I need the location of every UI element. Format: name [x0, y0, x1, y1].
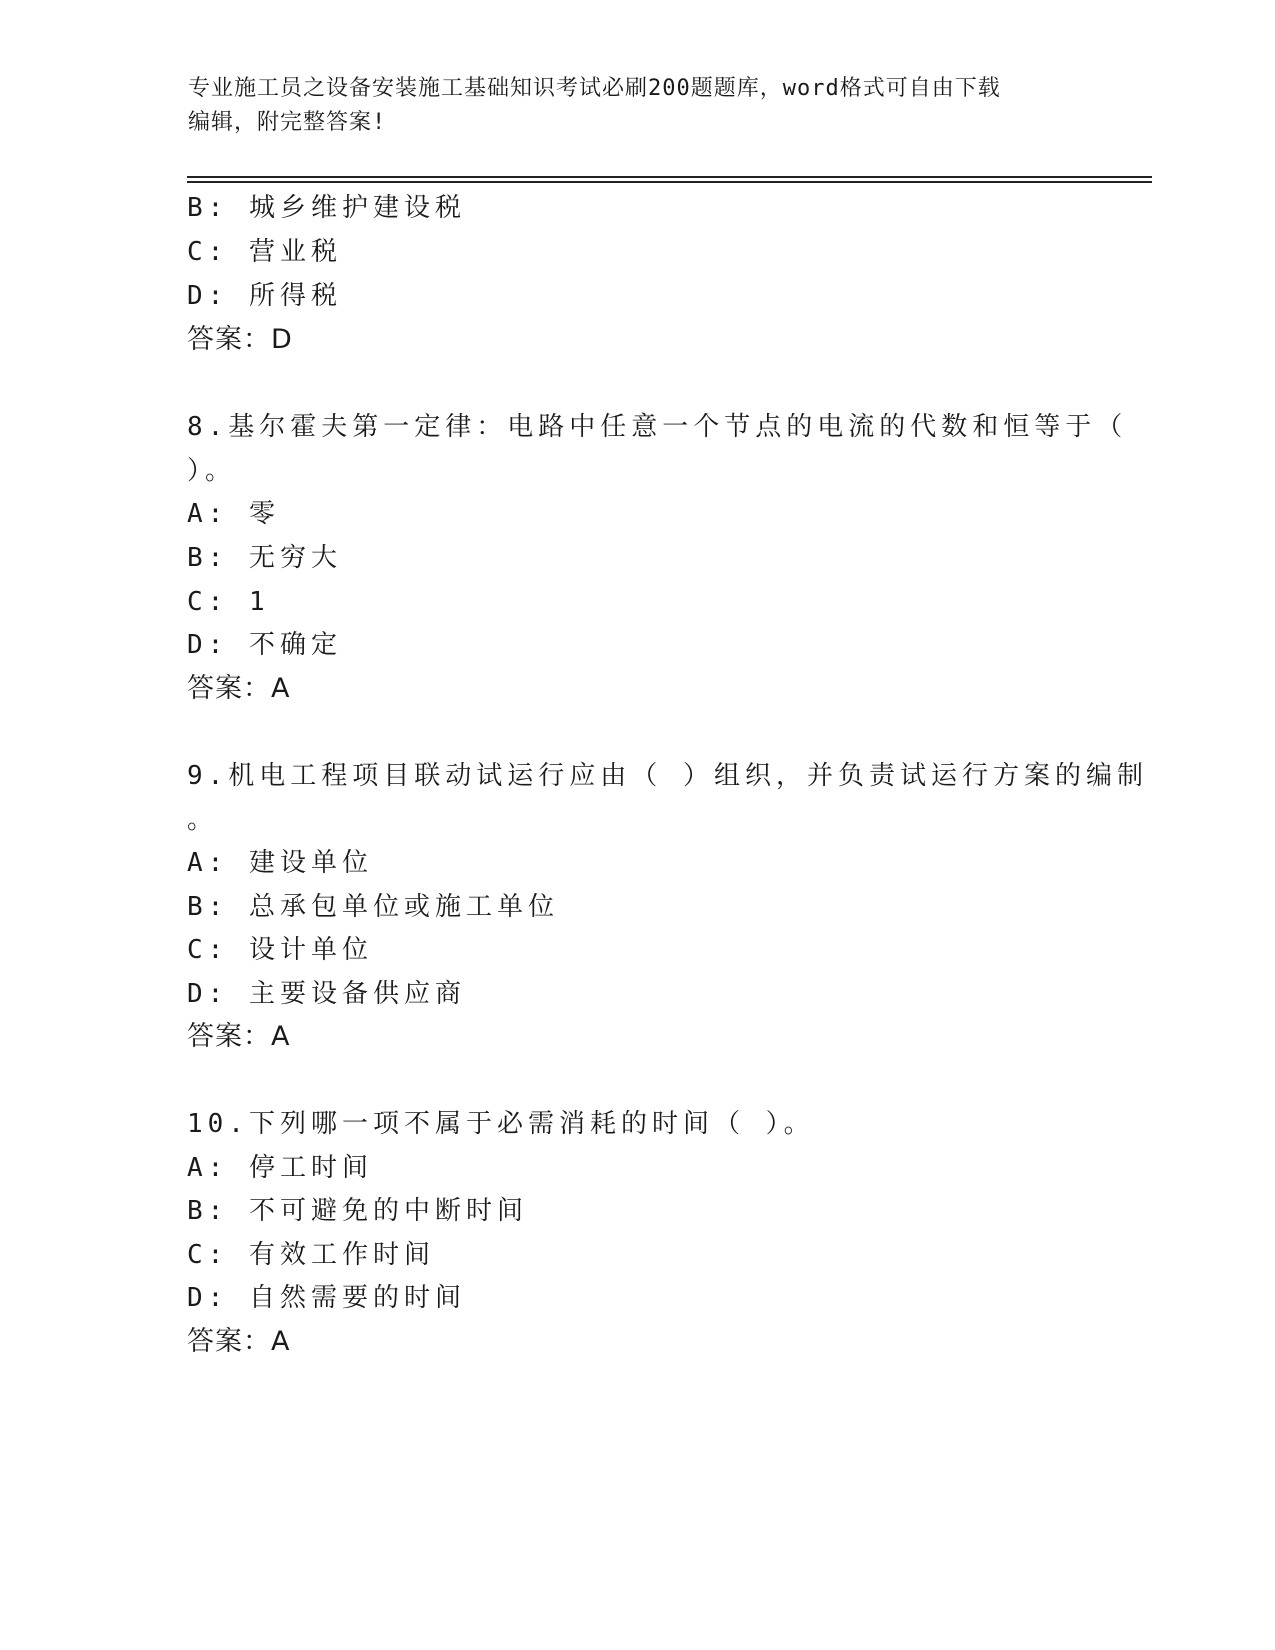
q8-option-b: B: 无穷大: [187, 543, 342, 573]
q10-option-d: D: 自然需要的时间: [187, 1283, 466, 1313]
q8-option-d: D: 不确定: [187, 630, 342, 660]
document-header: [188, 72, 1088, 140]
prev-answer: 答案：D: [187, 324, 293, 355]
prev-option-c: C: 营业税: [187, 237, 342, 267]
q9-stem-line-1: 9.机电工程项目联动试运行应由（ ）组织，并负责试运行方案的编制: [187, 761, 1148, 791]
q9-option-c: C: 设计单位: [187, 935, 373, 965]
q10-option-a: A: 停工时间: [187, 1153, 373, 1183]
q9-option-d: D: 主要设备供应商: [187, 979, 466, 1009]
q9-option-b: B: 总承包单位或施工单位: [187, 892, 559, 922]
header-divider-top: [187, 176, 1152, 178]
q10-option-b: B: 不可避免的中断时间: [187, 1196, 528, 1226]
q8-answer: 答案：A: [187, 673, 291, 704]
q9-option-a: A: 建设单位: [187, 848, 373, 878]
q8-stem-line-2: ）。: [187, 456, 237, 486]
q10-option-c: C: 有效工作时间: [187, 1240, 435, 1270]
header-divider-bottom: [187, 181, 1152, 183]
q9-stem-line-2: 。: [187, 805, 219, 835]
q8-stem-line-1: 8.基尔霍夫第一定律：电路中任意一个节点的电流的代数和恒等于（: [187, 412, 1128, 442]
prev-option-b: B: 城乡维护建设税: [187, 193, 466, 223]
header-line-1: 专业施工员之设备安装施工基础知识考试必刷200题题库，word格式可自由下载: [188, 76, 1001, 101]
q10-stem-line-1: 10.下列哪一项不属于必需消耗的时间（ ）。: [187, 1109, 815, 1139]
q10-answer: 答案：A: [187, 1326, 291, 1357]
q8-option-a: A: 零: [187, 499, 280, 529]
q9-answer: 答案：A: [187, 1021, 291, 1052]
header-line-2: 编辑，附完整答案!: [188, 110, 387, 135]
q8-option-c: C: 1: [187, 587, 270, 617]
prev-option-d: D: 所得税: [187, 281, 342, 311]
